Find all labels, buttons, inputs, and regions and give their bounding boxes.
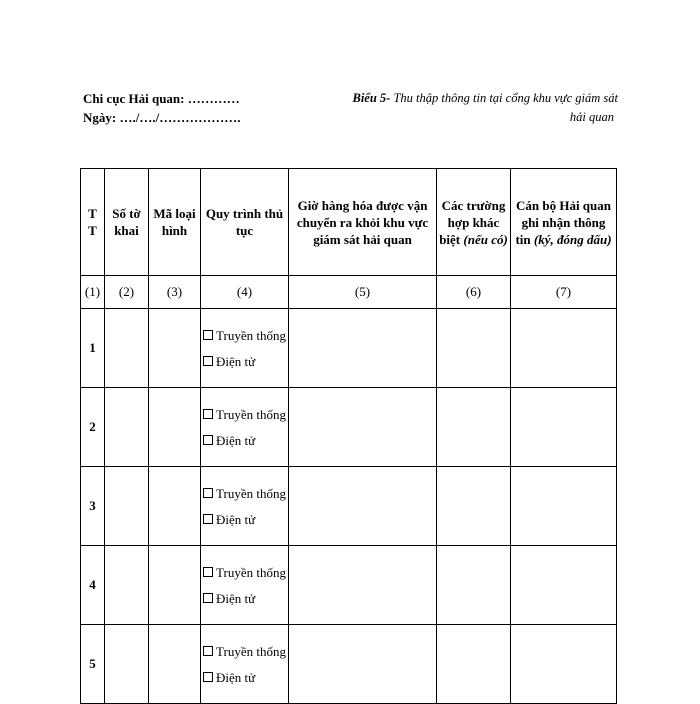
col-number: (2) bbox=[105, 276, 149, 309]
option-traditional[interactable] bbox=[203, 326, 286, 345]
checkbox-icon[interactable] bbox=[203, 646, 213, 656]
option-label: Truyền thống bbox=[216, 485, 286, 501]
exit-time-cell[interactable] bbox=[289, 625, 437, 704]
tracking-table bbox=[80, 168, 617, 704]
option-label: Điện tử bbox=[216, 432, 256, 448]
header-declaration-number: Số tờ khai bbox=[105, 169, 149, 276]
option-label: Điện tử bbox=[216, 511, 256, 527]
exceptions-cell[interactable] bbox=[437, 388, 511, 467]
option-label: Điện tử bbox=[216, 353, 256, 369]
table-row bbox=[81, 388, 617, 467]
option-traditional[interactable] bbox=[203, 563, 286, 582]
officer-cell[interactable] bbox=[511, 388, 617, 467]
declaration-number-cell[interactable] bbox=[105, 467, 149, 546]
checkbox-icon[interactable] bbox=[203, 356, 213, 366]
checkbox-icon[interactable] bbox=[203, 435, 213, 445]
column-number-row bbox=[81, 276, 617, 309]
header-exceptions-note: (nếu có) bbox=[463, 231, 508, 247]
table-row bbox=[81, 546, 617, 625]
form-title bbox=[296, 89, 618, 127]
option-traditional[interactable] bbox=[203, 642, 286, 661]
exit-time-cell[interactable] bbox=[289, 388, 437, 467]
type-code-cell[interactable] bbox=[149, 467, 201, 546]
header-type-code: Mã loại hình bbox=[149, 169, 201, 276]
option-label: Truyền thống bbox=[216, 406, 286, 422]
exit-time-cell[interactable] bbox=[289, 309, 437, 388]
row-number: 4 bbox=[81, 546, 105, 625]
customs-office-line: Chi cục Hải quan: ………… bbox=[83, 91, 240, 106]
header-officer bbox=[511, 169, 617, 276]
header-exit-time: Giờ hàng hóa được vận chuyển ra khỏi khu vực giám sát hải quan bbox=[289, 169, 437, 276]
procedure-cell bbox=[201, 625, 289, 704]
exceptions-cell[interactable] bbox=[437, 467, 511, 546]
officer-cell[interactable] bbox=[511, 467, 617, 546]
option-traditional[interactable] bbox=[203, 405, 286, 424]
exit-time-cell[interactable] bbox=[289, 546, 437, 625]
officer-cell[interactable] bbox=[511, 546, 617, 625]
declaration-number-cell[interactable] bbox=[105, 625, 149, 704]
header-officer-note: (ký, đóng dấu) bbox=[533, 231, 612, 247]
row-number: 3 bbox=[81, 467, 105, 546]
checkbox-icon[interactable] bbox=[203, 514, 213, 524]
table-row bbox=[81, 467, 617, 546]
option-electronic[interactable] bbox=[203, 510, 286, 529]
row-number: 1 bbox=[81, 309, 105, 388]
table-row bbox=[81, 309, 617, 388]
header-exceptions bbox=[437, 169, 511, 276]
col-number: (7) bbox=[511, 276, 617, 309]
type-code-cell[interactable] bbox=[149, 309, 201, 388]
exit-time-cell[interactable] bbox=[289, 467, 437, 546]
type-code-cell[interactable] bbox=[149, 388, 201, 467]
officer-cell[interactable] bbox=[511, 309, 617, 388]
col-number: (6) bbox=[437, 276, 511, 309]
procedure-cell bbox=[201, 546, 289, 625]
header-officer-label: Cán bộ Hải quan ghi nhận thông tin bbox=[515, 197, 611, 247]
checkbox-icon[interactable] bbox=[203, 330, 213, 340]
header-left bbox=[83, 89, 240, 127]
checkbox-icon[interactable] bbox=[203, 672, 213, 682]
procedure-cell bbox=[201, 388, 289, 467]
header-exceptions-label: Các trường hợp khác biệt bbox=[439, 197, 506, 247]
date-line: Ngày: …./…./………………. bbox=[83, 110, 241, 125]
option-label: Điện tử bbox=[216, 590, 256, 606]
type-code-cell[interactable] bbox=[149, 546, 201, 625]
col-number: (3) bbox=[149, 276, 201, 309]
form-label: Biểu 5- bbox=[352, 91, 391, 105]
col-number: (1) bbox=[81, 276, 105, 309]
row-number: 2 bbox=[81, 388, 105, 467]
checkbox-icon[interactable] bbox=[203, 567, 213, 577]
exceptions-cell[interactable] bbox=[437, 625, 511, 704]
option-electronic[interactable] bbox=[203, 431, 286, 450]
option-electronic[interactable] bbox=[203, 352, 286, 371]
row-number: 5 bbox=[81, 625, 105, 704]
procedure-cell bbox=[201, 467, 289, 546]
header-row bbox=[81, 169, 617, 276]
checkbox-icon[interactable] bbox=[203, 409, 213, 419]
type-code-cell[interactable] bbox=[149, 625, 201, 704]
procedure-cell bbox=[201, 309, 289, 388]
option-label: Truyền thống bbox=[216, 564, 286, 580]
col-number: (5) bbox=[289, 276, 437, 309]
option-electronic[interactable] bbox=[203, 589, 286, 608]
table-row bbox=[81, 625, 617, 704]
col-number: (4) bbox=[201, 276, 289, 309]
exceptions-cell[interactable] bbox=[437, 546, 511, 625]
exceptions-cell[interactable] bbox=[437, 309, 511, 388]
form-title-line2: hải quan bbox=[569, 110, 614, 124]
declaration-number-cell[interactable] bbox=[105, 388, 149, 467]
header-procedure: Quy trình thủ tục bbox=[201, 169, 289, 276]
checkbox-icon[interactable] bbox=[203, 488, 213, 498]
declaration-number-cell[interactable] bbox=[105, 546, 149, 625]
option-label: Truyền thống bbox=[216, 643, 286, 659]
form-title-line1: Thu thập thông tin tại cổng khu vực giám sát bbox=[390, 91, 618, 105]
header-tt: T T bbox=[81, 169, 105, 276]
option-label: Điện tử bbox=[216, 669, 256, 685]
option-label: Truyền thống bbox=[216, 327, 286, 343]
officer-cell[interactable] bbox=[511, 625, 617, 704]
option-traditional[interactable] bbox=[203, 484, 286, 503]
option-electronic[interactable] bbox=[203, 668, 286, 687]
checkbox-icon[interactable] bbox=[203, 593, 213, 603]
declaration-number-cell[interactable] bbox=[105, 309, 149, 388]
